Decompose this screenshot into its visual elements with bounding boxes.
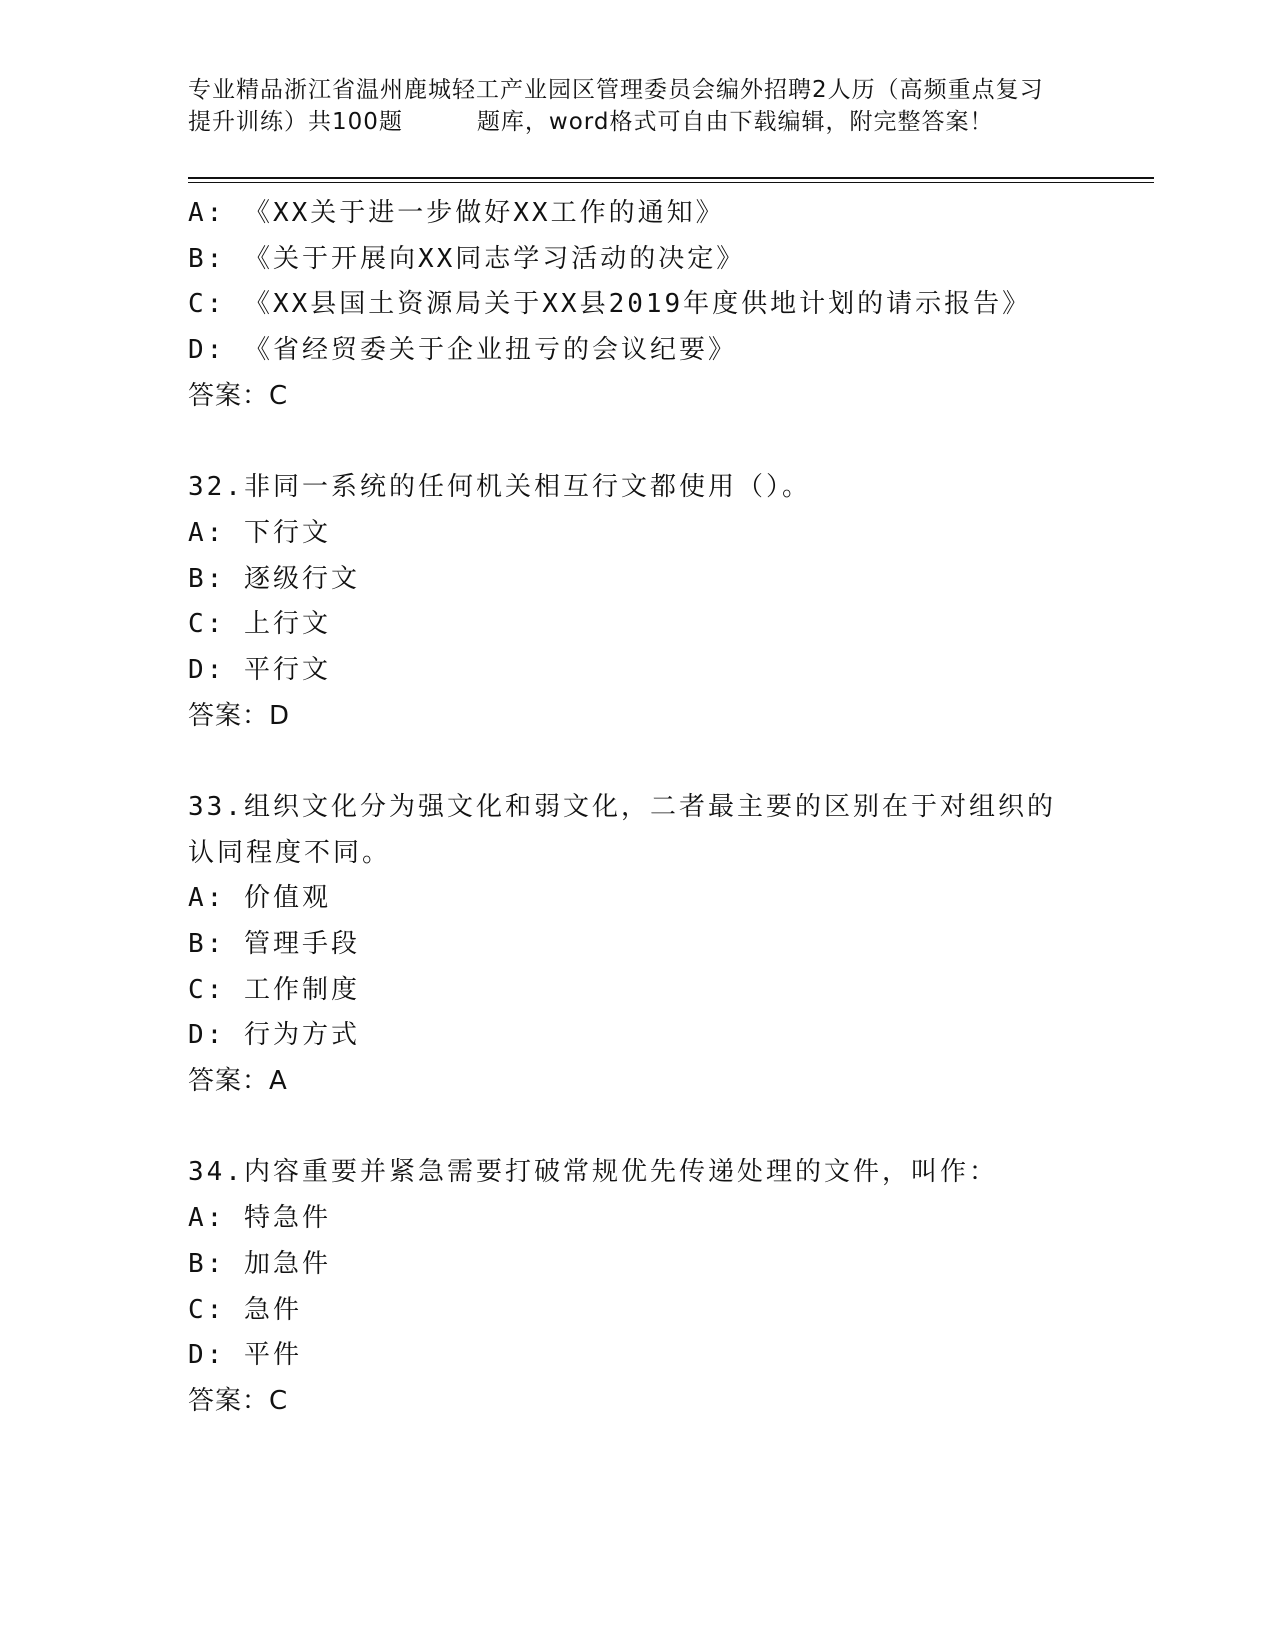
- option-d: D: 平行文: [188, 654, 331, 685]
- option-b: B: 《关于开展向XX同志学习活动的决定》: [188, 243, 746, 274]
- answer-line: 答案：C: [188, 380, 289, 411]
- option-c: C: 上行文: [188, 609, 331, 640]
- option-d: D: 平件: [188, 1340, 302, 1371]
- question-32: [188, 465, 1108, 739]
- option-a: A: 《XX关于进一步做好XX工作的通知》: [188, 198, 725, 228]
- answer-line: 答案：C: [188, 1385, 289, 1416]
- option-a: A: 下行文: [188, 517, 331, 548]
- option-c: C: 《XX县国土资源局关于XX县2019年度供地计划的请示报告》: [188, 289, 1032, 320]
- header-divider-thick: [188, 177, 1154, 179]
- option-a: A: 特急件: [188, 1203, 331, 1234]
- option-c: C: 急件: [188, 1294, 302, 1325]
- option-c: C: 工作制度: [188, 974, 360, 1005]
- question-stem: 33.组织文化分为强文化和弱文化，二者最主要的区别在于对组织的认同程度不同。: [188, 791, 1056, 868]
- header-divider-thin: [188, 182, 1154, 183]
- header-title-line-2-part-b: 题库，word格式可自由下载编辑，附完整答案！: [476, 109, 994, 135]
- header-title-line-1: 专业精品浙江省温州鹿城轻工产业园区管理委员会编外招聘2人历（高频重点复习: [188, 77, 1044, 103]
- question-33: [188, 785, 1108, 1105]
- question-31-continued: [188, 191, 1108, 419]
- option-b: B: 逐级行文: [188, 563, 360, 594]
- option-a: A: 价值观: [188, 883, 331, 914]
- answer-line: 答案：A: [188, 1066, 288, 1097]
- header-title-line-2-part-a: 提升训练）共100题: [188, 109, 403, 135]
- option-b: B: 管理手段: [188, 929, 360, 960]
- answer-line: 答案：D: [188, 700, 291, 731]
- option-d: D: 行为方式: [188, 1020, 360, 1051]
- question-stem: 34.内容重要并紧急需要打破常规优先传递处理的文件，叫作：: [188, 1157, 998, 1188]
- option-b: B: 加急件: [188, 1248, 331, 1279]
- option-d: D: 《省经贸委关于企业扭亏的会议纪要》: [188, 335, 737, 366]
- question-34: [188, 1150, 1108, 1424]
- document-header: [188, 74, 1088, 138]
- header-title-line-2: [188, 106, 1088, 138]
- question-stem: 32.非同一系统的任何机关相互行文都使用（）。: [188, 472, 811, 503]
- question-list: [188, 191, 1108, 1425]
